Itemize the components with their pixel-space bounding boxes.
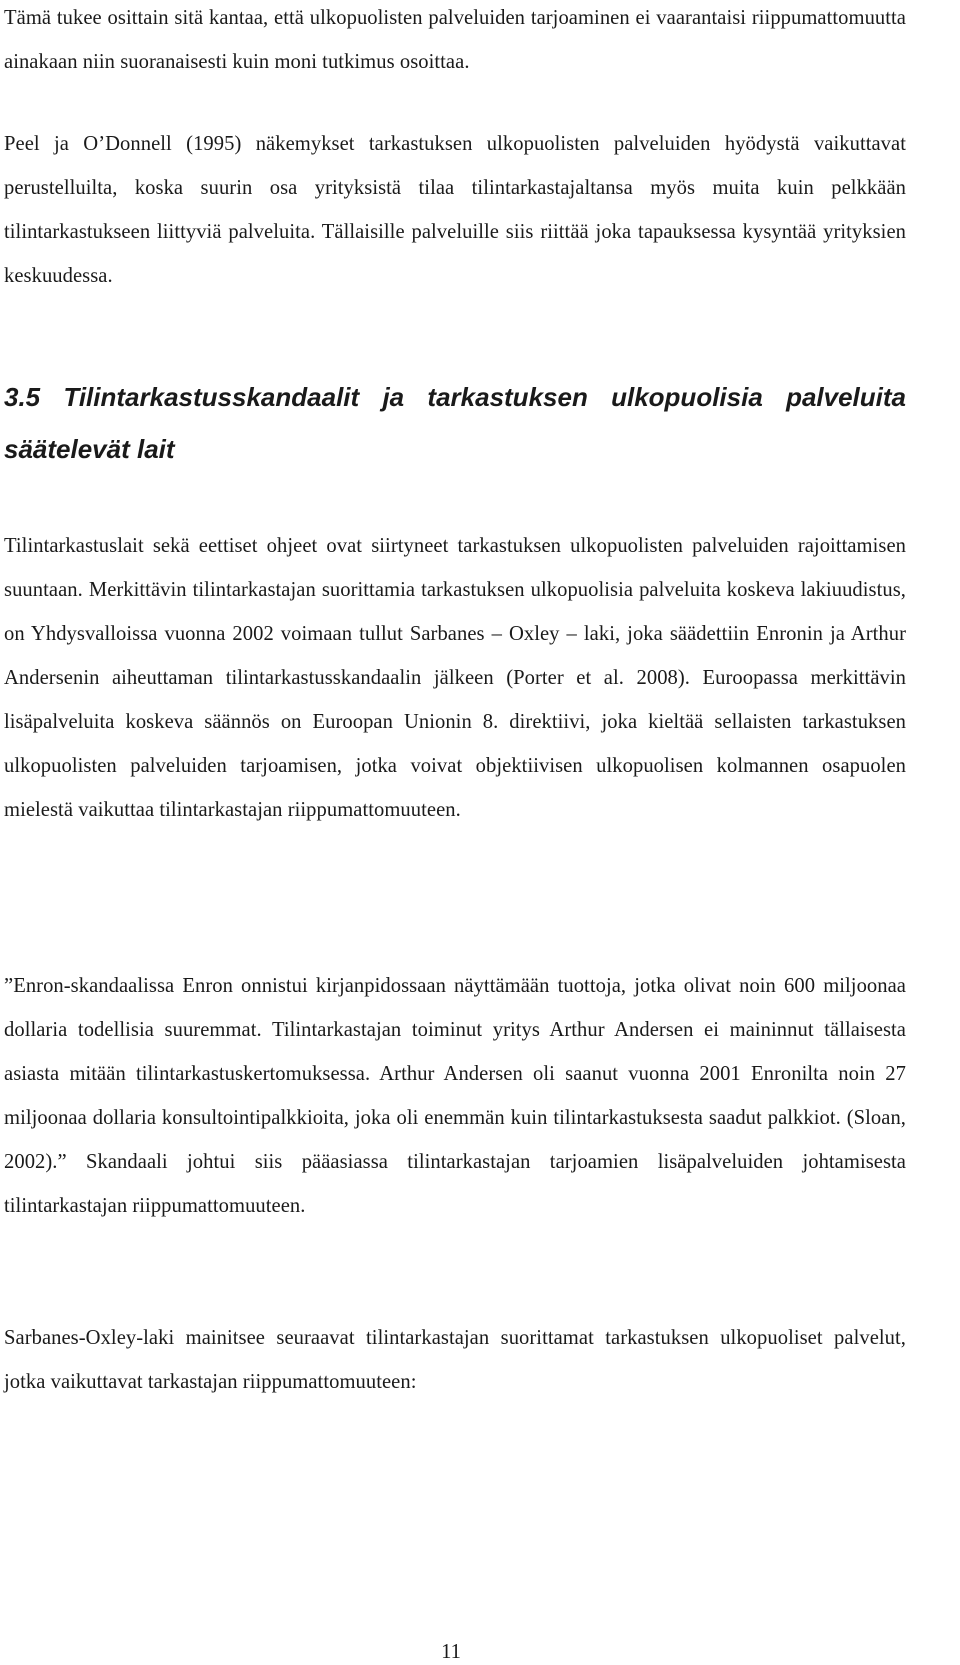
paragraph-peel-odonnell: Peel ja O’Donnell (1995) näkemykset tarkastuksen ulkopuolisten palveluiden hyödystä vaikuttavat perustelluilta, koska suurin osa yrityksistä tilaa tilintarkastajaltansa myös muita kuin pelkkään tilintarkastukseen liittyviä palveluita. Tällaisille palveluille siis riittää joka tapauksessa kysyntää yrityksien keskuudessa. <box>4 133 906 287</box>
paragraph-audit-laws: Tilintarkastuslait sekä eettiset ohjeet ovat siirtyneet tarkastuksen ulkopuolisten palveluiden rajoittamisen suuntaan. Merkittävin tilintarkastajan suorittamia tarkastuksen ulkopuolisia palveluita koskeva lakiuudistus, on Yhdysvalloissa vuonna 2002 voimaan tullut Sarbanes – Oxley – laki, joka säädettiin Enronin ja Arthur Andersenin aiheuttaman tilintarkastusskandaalin jälkeen (Porter et al. 2008). Euroopassa merkittävin lisäpalveluita koskeva säännös on Euroopan Unionin 8. direktiivi, joka kieltää sellaisten tarkastuksen ulkopuolisten palveluiden tarjoamisen, jotka voivat objektiivisen ulkopuolisen kolmannen osapuolen mielestä vaikuttaa tilintarkastajan riippumattomuuteen. <box>4 535 906 821</box>
paragraph-sarbanes-oxley-services: Sarbanes-Oxley-laki mainitsee seuraavat tilintarkastajan suorittamat tarkastuksen ulkopuoliset palvelut, jotka vaikuttavat tarkastajan riippumattomuuteen: <box>4 1327 906 1393</box>
page-number: 11 <box>441 1641 461 1663</box>
paragraph-enron-scandal: ”Enron-skandaalissa Enron onnistui kirjanpidossaan näyttämään tuottoja, jotka olivat noin 600 miljoonaa dollaria todellisia suuremmat. Tilintarkastajan toiminut yritys Arthur Andersen ei maininnut tällaisesta asiasta mitään tilintarkastuskertomuksessa. Arthur Andersen oli saanut vuonna 2001 Enronilta noin 27 miljoonaa dollaria konsultointipalkkioita, joka oli enemmän kuin tilintarkastuksesta saadut palkkiot. (Sloan, 2002).” Skandaali johtui siis pääasiassa tilintarkastajan tarjoamien lisäpalveluiden johtamisesta tilintarkastajan riippumattomuuteen. <box>4 975 906 1217</box>
section-heading-3-5: 3.5 Tilintarkastusskandaalit ja tarkastuksen ulkopuolisia palveluita säätelevät lait <box>4 382 906 464</box>
paragraph-independence-stance: Tämä tukee osittain sitä kantaa, että ulkopuolisten palveluiden tarjoaminen ei vaarantaisi riippumattomuutta ainakaan niin suoranaisesti kuin moni tutkimus osoittaa. <box>4 7 906 73</box>
